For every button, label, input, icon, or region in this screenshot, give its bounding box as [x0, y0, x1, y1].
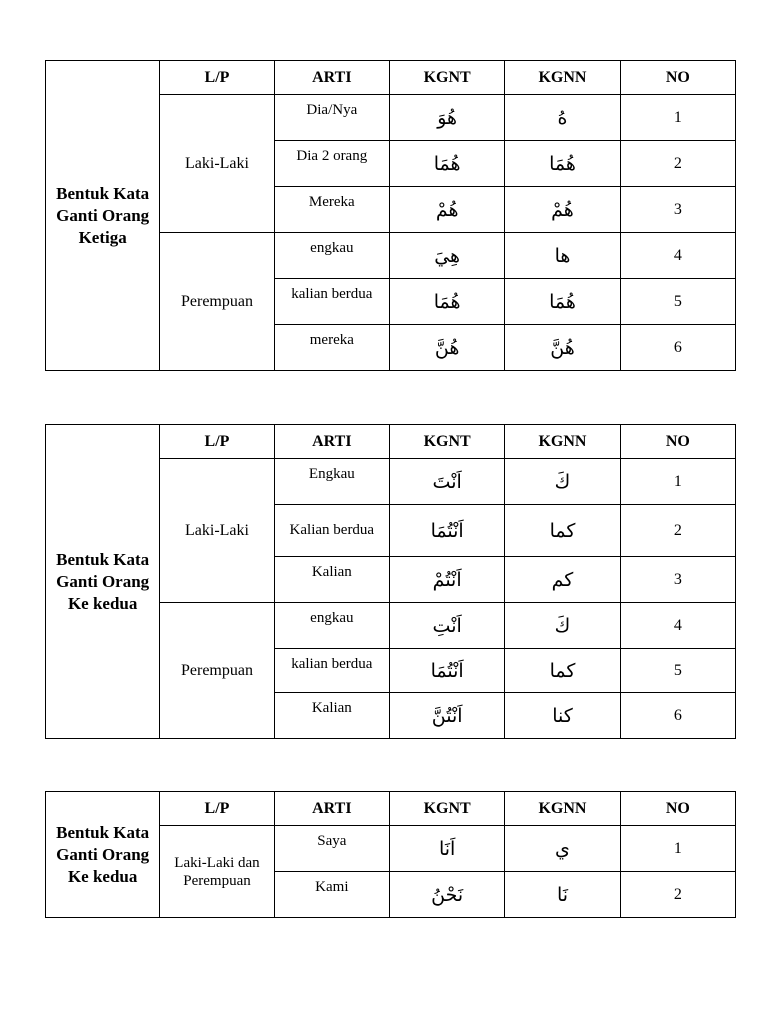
- gender-cell: Laki-Laki: [160, 95, 274, 233]
- gender-cell: Laki-Laki: [160, 459, 274, 603]
- header-arti: ARTI: [274, 792, 389, 826]
- no-cell: 5: [620, 649, 735, 693]
- header-arti: ARTI: [274, 61, 389, 95]
- pronoun-table-second-person: [45, 424, 736, 739]
- kgnt-cell: اَنْتِ: [389, 603, 504, 649]
- kgnt-cell: هُمَا: [389, 141, 504, 187]
- kgnn-cell: ي: [505, 826, 620, 872]
- no-cell: 1: [620, 826, 735, 872]
- no-cell: 6: [620, 693, 735, 739]
- kgnt-cell: هُمْ: [389, 187, 504, 233]
- kgnn-cell: كما: [505, 649, 620, 693]
- kgnn-cell: ها: [505, 233, 620, 279]
- header-lp: L/P: [160, 425, 274, 459]
- table-title: Bentuk Kata Ganti Orang Ke kedua: [46, 425, 160, 739]
- arti-cell: engkau: [274, 603, 389, 649]
- kgnt-cell: هُمَا: [389, 279, 504, 325]
- arti-cell: mereka: [274, 325, 389, 371]
- header-lp: L/P: [160, 61, 274, 95]
- arti-cell: kalian berdua: [274, 279, 389, 325]
- kgnn-cell: هُ: [505, 95, 620, 141]
- gender-cell: Laki-Laki dan Perempuan: [160, 826, 274, 918]
- arti-cell: kalian berdua: [274, 649, 389, 693]
- no-cell: 4: [620, 233, 735, 279]
- no-cell: 6: [620, 325, 735, 371]
- header-no: NO: [620, 425, 735, 459]
- no-cell: 2: [620, 505, 735, 557]
- kgnt-cell: اَنْتُنَّ: [389, 693, 504, 739]
- arti-cell: Kalian: [274, 557, 389, 603]
- kgnn-cell: نَا: [505, 872, 620, 918]
- arti-cell: Saya: [274, 826, 389, 872]
- pronoun-table-third-person: [45, 60, 736, 371]
- header-arti: ARTI: [274, 425, 389, 459]
- table-title: Bentuk Kata Ganti Orang Ke kedua: [46, 792, 160, 918]
- kgnt-cell: اَنْتُمْ: [389, 557, 504, 603]
- kgnn-cell: هُمْ: [505, 187, 620, 233]
- gender-cell: Perempuan: [160, 603, 274, 739]
- kgnn-cell: كَ: [505, 603, 620, 649]
- header-kgnn: KGNN: [505, 61, 620, 95]
- arti-cell: Kami: [274, 872, 389, 918]
- arti-cell: Engkau: [274, 459, 389, 505]
- kgnt-cell: نَحْنُ: [389, 872, 504, 918]
- kgnt-cell: اَنْتُمَا: [389, 649, 504, 693]
- kgnn-cell: هُنَّ: [505, 325, 620, 371]
- arti-cell: Kalian: [274, 693, 389, 739]
- no-cell: 3: [620, 557, 735, 603]
- table-title: Bentuk Kata Ganti Orang Ketiga: [46, 61, 160, 371]
- kgnn-cell: كنا: [505, 693, 620, 739]
- no-cell: 5: [620, 279, 735, 325]
- header-no: NO: [620, 792, 735, 826]
- kgnt-cell: هُوَ: [389, 95, 504, 141]
- pronoun-table-first-person: [45, 791, 736, 918]
- gender-cell: Perempuan: [160, 233, 274, 371]
- kgnt-cell: اَنْتُمَا: [389, 505, 504, 557]
- header-lp: L/P: [160, 792, 274, 826]
- kgnt-cell: اَنَا: [389, 826, 504, 872]
- kgnn-cell: هُمَا: [505, 279, 620, 325]
- arti-cell: Dia 2 orang: [274, 141, 389, 187]
- header-kgnt: KGNT: [389, 792, 504, 826]
- header-kgnn: KGNN: [505, 792, 620, 826]
- kgnt-cell: اَنْتَ: [389, 459, 504, 505]
- header-kgnt: KGNT: [389, 425, 504, 459]
- header-kgnn: KGNN: [505, 425, 620, 459]
- no-cell: 1: [620, 95, 735, 141]
- kgnt-cell: هِيَ: [389, 233, 504, 279]
- kgnn-cell: كم: [505, 557, 620, 603]
- header-no: NO: [620, 61, 735, 95]
- no-cell: 2: [620, 872, 735, 918]
- arti-cell: Dia/Nya: [274, 95, 389, 141]
- arti-cell: Kalian berdua: [274, 505, 389, 557]
- header-kgnt: KGNT: [389, 61, 504, 95]
- kgnt-cell: هُنَّ: [389, 325, 504, 371]
- kgnn-cell: هُمَا: [505, 141, 620, 187]
- no-cell: 2: [620, 141, 735, 187]
- arti-cell: engkau: [274, 233, 389, 279]
- arti-cell: Mereka: [274, 187, 389, 233]
- no-cell: 1: [620, 459, 735, 505]
- kgnn-cell: كما: [505, 505, 620, 557]
- no-cell: 3: [620, 187, 735, 233]
- kgnn-cell: كَ: [505, 459, 620, 505]
- no-cell: 4: [620, 603, 735, 649]
